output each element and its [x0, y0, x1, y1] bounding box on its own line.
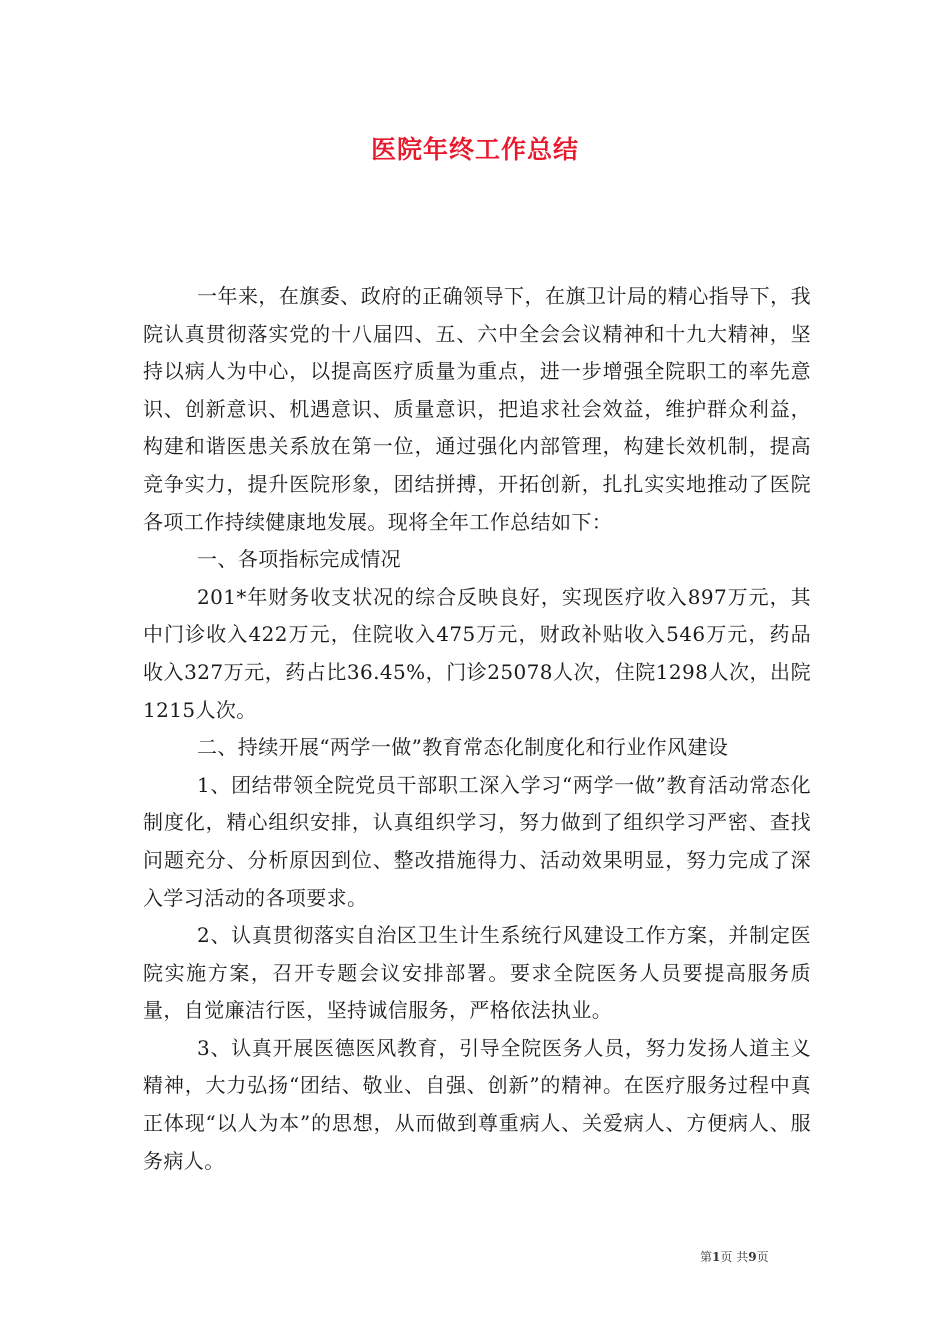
footer-total-pages: 9 [748, 1250, 757, 1264]
paragraph-item-2: 2、认真贯彻落实自治区卫生计生系统行风建设工作方案，并制定医院实施方案，召开专题会议安排部署。要求全院医务人员要提高服务质量，自觉廉洁行医，坚持诚信服务，严格依法执业。 [143, 923, 811, 1023]
paragraph-intro: 一年来，在旗委、政府的正确领导下，在旗卫计局的精心指导下，我院认真贯彻落实党的十八届四、五、六中全会会议精神和十九大精神，坚持以病人为中心，以提高医疗质量为重点，进一步增强全院职工的率先意识、创新意识、机遇意识、质量意识，把追求社会效益，维护群众利益，构建和谐医患关系放在第一位，通过强化内部管理，构建长效机制，提高竞争实力，提升医院形象，团结拼搏，开拓创新，扎扎实实地推动了医院各项工作持续健康地发展。现将全年工作总结如下： [143, 284, 811, 534]
paragraph-item-1: 1、团结带领全院党员干部职工深入学习“两学一做”教育活动常态化制度化，精心组织安排，认真组织学习，努力做到了组织学习严密、查找问题充分、分析原因到位、整改措施得力、活动效果明显，努力完成了深入学习活动的各项要求。 [143, 772, 811, 910]
paragraph-item-3: 3、认真开展医德医风教育，引导全院医务人员，努力发扬人道主义精神，大力弘扬“团结、敬业、自强、创新”的精神。在医疗服务过程中真正体现“以人为本”的思想，从而做到尊重病人、关爱病人、方便病人、服务病人。 [143, 1035, 811, 1173]
footer-suffix: 页 [756, 1250, 769, 1264]
section-heading-indicators: 一、各项指标完成情况 [197, 547, 401, 572]
section-heading-education: 二、持续开展“两学一做”教育常态化制度化和行业作风建设 [197, 735, 729, 760]
document-body [143, 278, 811, 1180]
document-title: 医院年终工作总结 [370, 135, 579, 164]
footer-current-page: 1 [712, 1250, 721, 1264]
paragraph-financial: 201*年财务收支状况的综合反映良好，实现医疗收入897万元，其中门诊收入422万元，住院收入475万元，财政补贴收入546万元，药品收入327万元，药占比36.45%，门诊25078人次，住院1298人次，出院1215人次。 [143, 584, 811, 722]
footer-middle: 页 共 [720, 1250, 749, 1264]
footer-prefix: 第 [700, 1250, 713, 1264]
page-number-footer [700, 1248, 820, 1266]
